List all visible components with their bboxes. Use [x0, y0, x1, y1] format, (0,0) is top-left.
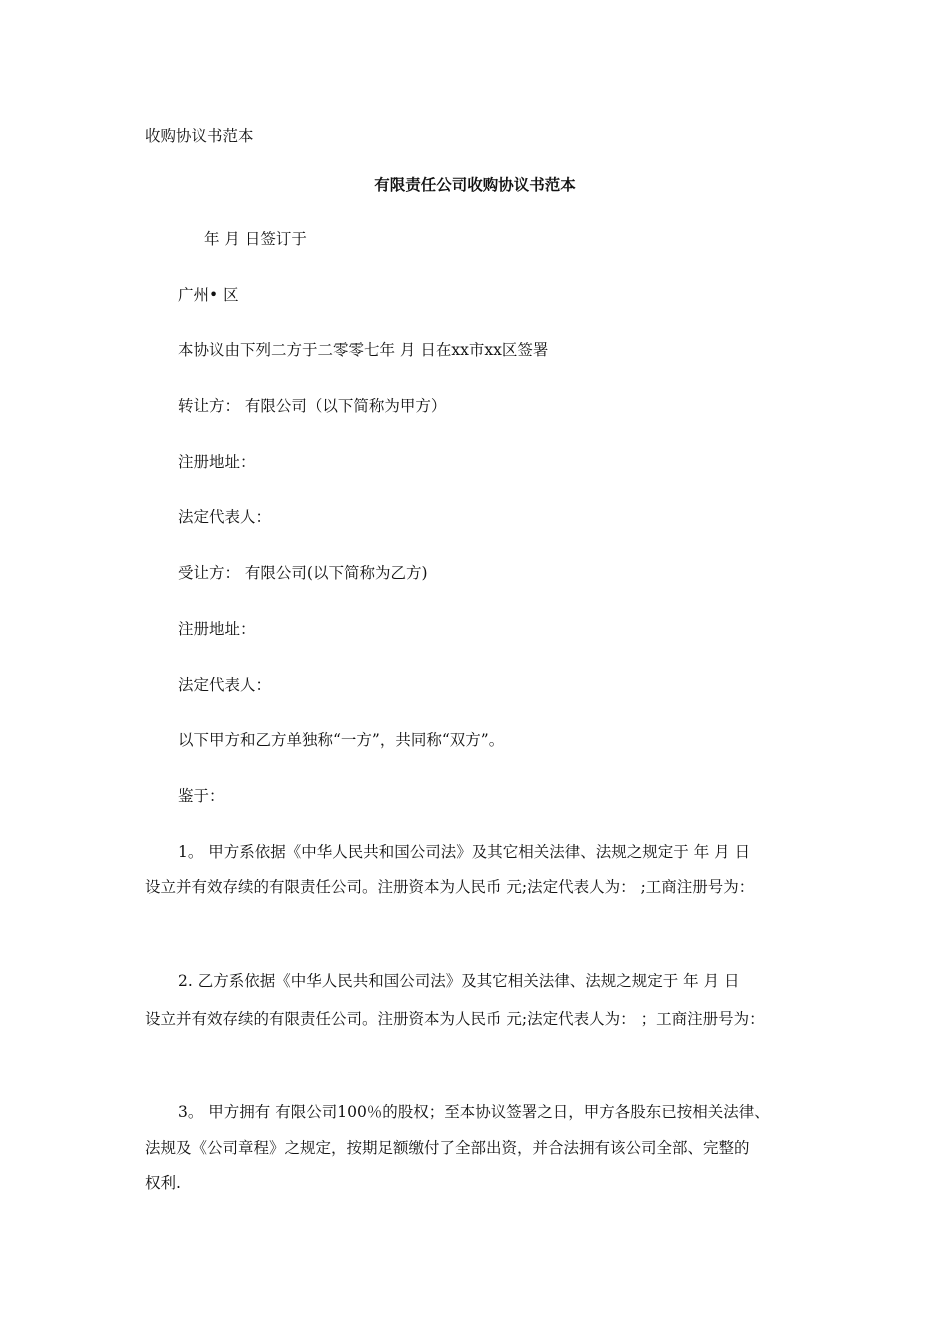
- document-title: 有限责任公司收购协议书范本: [374, 176, 576, 194]
- clause-1-line-2: 设立并有效存续的有限责任公司。注册资本为人民币 元;法定代表人为： ;工商注册号为：: [145, 878, 755, 896]
- doc-header: 收购协议书范本: [145, 127, 254, 145]
- intro-line: 本协议由下列二方于二零零七年 月 日在xx市xx区签署: [178, 341, 549, 359]
- clause-2-line-2: 设立并有效存续的有限责任公司。注册资本为人民币 元;法定代表人为： ；工商注册号为：: [145, 1010, 765, 1028]
- party-a-rep: 法定代表人：: [178, 508, 272, 526]
- party-a-label: 转让方： 有限公司（以下简称为甲方）: [178, 397, 447, 415]
- whereas-line: 鉴于：: [178, 787, 225, 805]
- clause-3-line-1: 3。 甲方拥有 有限公司100％的股权；至本协议签署之日，甲方各股东已按相关法律、: [178, 1103, 770, 1121]
- clause-3-line-3: 权利.: [145, 1174, 181, 1192]
- party-a-address: 注册地址：: [178, 453, 256, 471]
- clause-1-line-1: 1。 甲方系依据《中华人民共和国公司法》及其它相关法律、法规之规定于 年 月 日: [178, 843, 751, 861]
- clause-2-line-1: 2. 乙方系依据《中华人民共和国公司法》及其它相关法律、法规之规定于 年 月 日: [178, 972, 740, 990]
- date-line: 年 月 日签订于: [204, 230, 307, 248]
- party-b-label: 受让方： 有限公司(以下简称为乙方): [178, 564, 428, 582]
- place-line: 广州• 区: [178, 286, 239, 304]
- naming-line: 以下甲方和乙方单独称“一方”，共同称“双方”。: [178, 731, 505, 749]
- party-b-rep: 法定代表人：: [178, 676, 272, 694]
- clause-3-line-2: 法规及《公司章程》之规定，按期足额缴付了全部出资，并合法拥有该公司全部、完整的: [145, 1139, 750, 1157]
- party-b-address: 注册地址：: [178, 620, 256, 638]
